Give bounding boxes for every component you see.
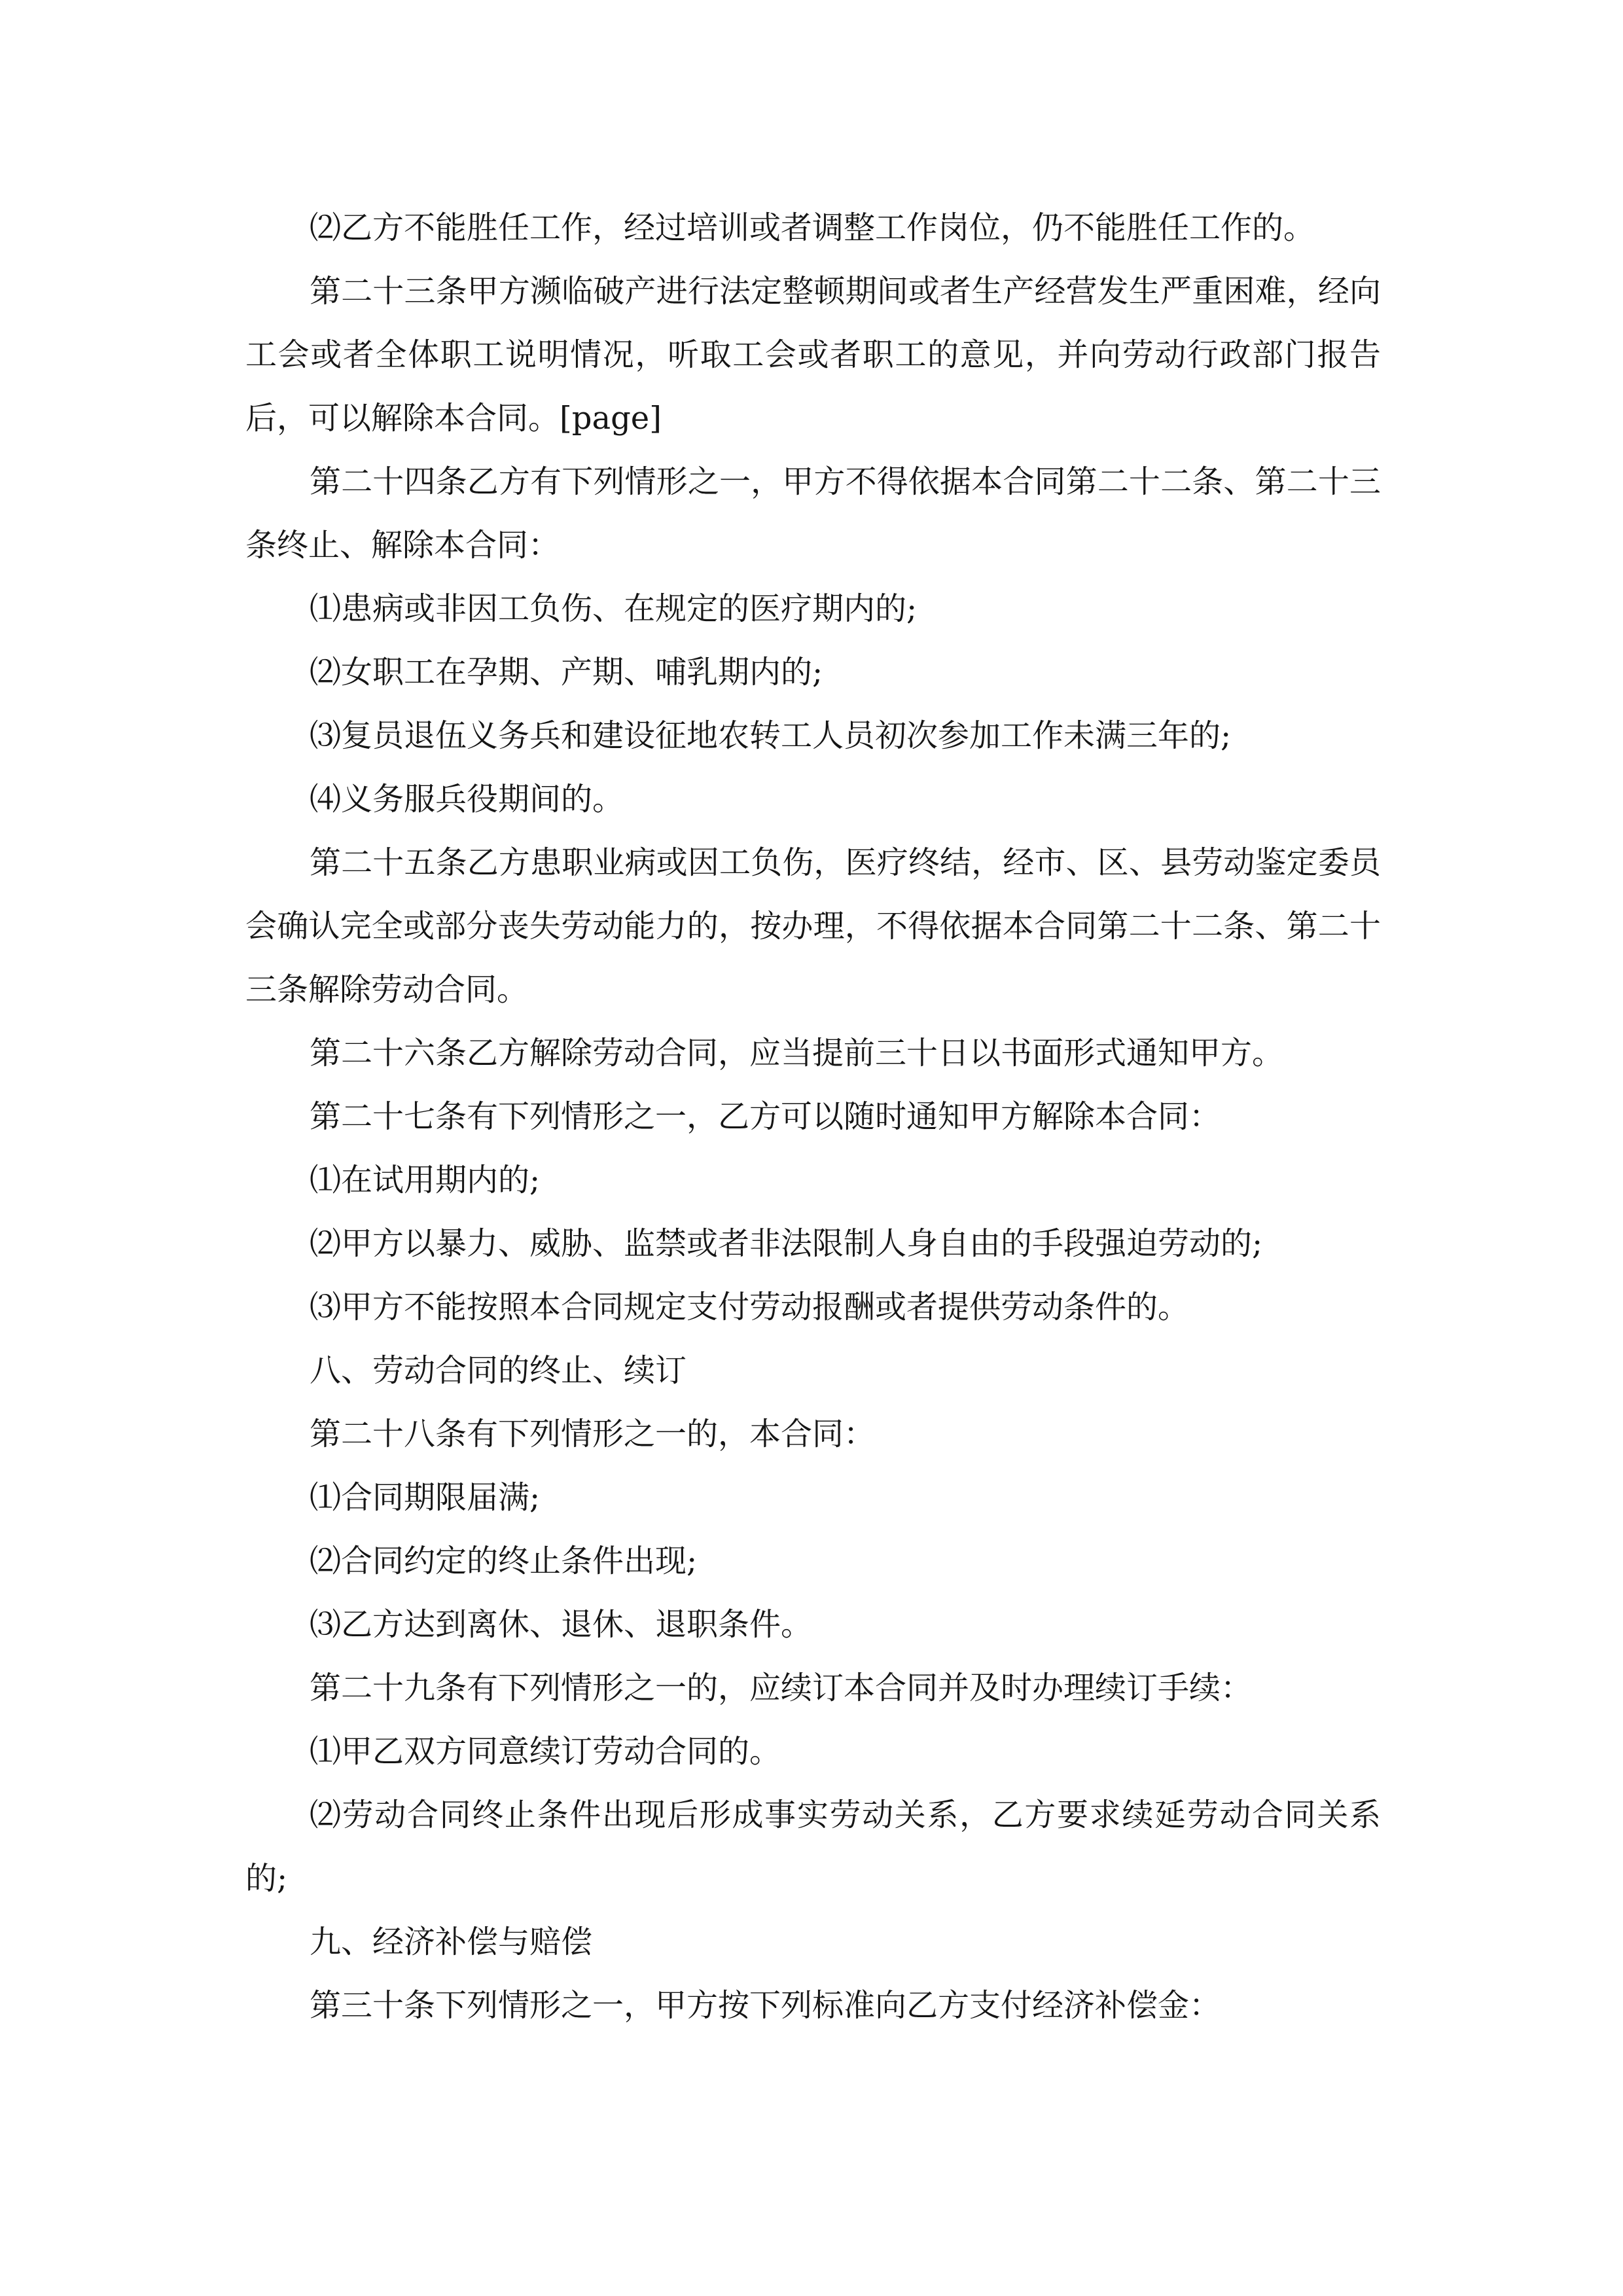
paragraph-article-23: 第二十三条甲方濒临破产进行法定整顿期间或者生产经营发生严重困难，经向工会或者全体职工说明情况，听取工会或者职工的意见，并向劳动行政部门报告后，可以解除本合同。[page]	[245, 273, 1381, 437]
section-heading-9: 九、经济补偿与赔偿	[310, 1924, 593, 1960]
paragraph-article-24-item-4: ⑷义务服兵役期间的。	[310, 781, 624, 817]
paragraph-article-24-item-3: ⑶复员退伍义务兵和建设征地农转工人员初次参加工作未满三年的;	[310, 717, 1232, 754]
paragraph-article-24-item-2: ⑵女职工在孕期、产期、哺乳期内的;	[310, 654, 823, 691]
paragraph-article-28-item-2: ⑵合同约定的终止条件出现;	[310, 1543, 698, 1579]
paragraph-article-26: 第二十六条乙方解除劳动合同，应当提前三十日以书面形式通知甲方。	[310, 1035, 1284, 1071]
paragraph-article-24: 第二十四条乙方有下列情形之一，甲方不得依据本合同第二十二条、第二十三条终止、解除本合同：	[245, 463, 1381, 564]
paragraph-article-29-item-2: ⑵劳动合同终止条件出现后形成事实劳动关系，乙方要求续延劳动合同关系的;	[245, 1797, 1381, 1897]
paragraph-article-29-item-1: ⑴甲乙双方同意续订劳动合同的。	[310, 1733, 781, 1770]
paragraph-article-29: 第二十九条有下列情形之一的，应续订本合同并及时办理续订手续：	[310, 1670, 1253, 1706]
paragraph-article-30: 第三十条下列情形之一，甲方按下列标准向乙方支付经济补偿金：	[310, 1987, 1221, 2024]
paragraph-article-27: 第二十七条有下列情形之一，乙方可以随时通知甲方解除本合同：	[310, 1098, 1221, 1135]
section-heading-8: 八、劳动合同的终止、续订	[310, 1352, 687, 1389]
paragraph-article-28-item-1: ⑴合同期限届满;	[310, 1479, 541, 1516]
paragraph-article-28: 第二十八条有下列情形之一的，本合同：	[310, 1416, 876, 1452]
paragraph-article-27-item-3: ⑶甲方不能按照本合同规定支付劳动报酬或者提供劳动条件的。	[310, 1289, 1190, 1325]
paragraph-article-27-item-2: ⑵甲方以暴力、威胁、监禁或者非法限制人身自由的手段强迫劳动的;	[310, 1225, 1263, 1262]
document-body	[245, 196, 1381, 2037]
paragraph-article-24-item-1: ⑴患病或非因工负伤、在规定的医疗期内的;	[310, 590, 918, 627]
paragraph-clause-22-item-2: ⑵乙方不能胜任工作，经过培训或者调整工作岗位，仍不能胜任工作的。	[310, 209, 1315, 246]
paragraph-article-27-item-1: ⑴在试用期内的;	[310, 1162, 541, 1198]
paragraph-article-28-item-3: ⑶乙方达到离休、退休、退职条件。	[310, 1606, 813, 1643]
paragraph-article-25: 第二十五条乙方患职业病或因工负伤，医疗终结，经市、区、县劳动鉴定委员会确认完全或部分丧失劳动能力的，按办理，不得依据本合同第二十二条、第二十三条解除劳动合同。	[245, 844, 1381, 1008]
